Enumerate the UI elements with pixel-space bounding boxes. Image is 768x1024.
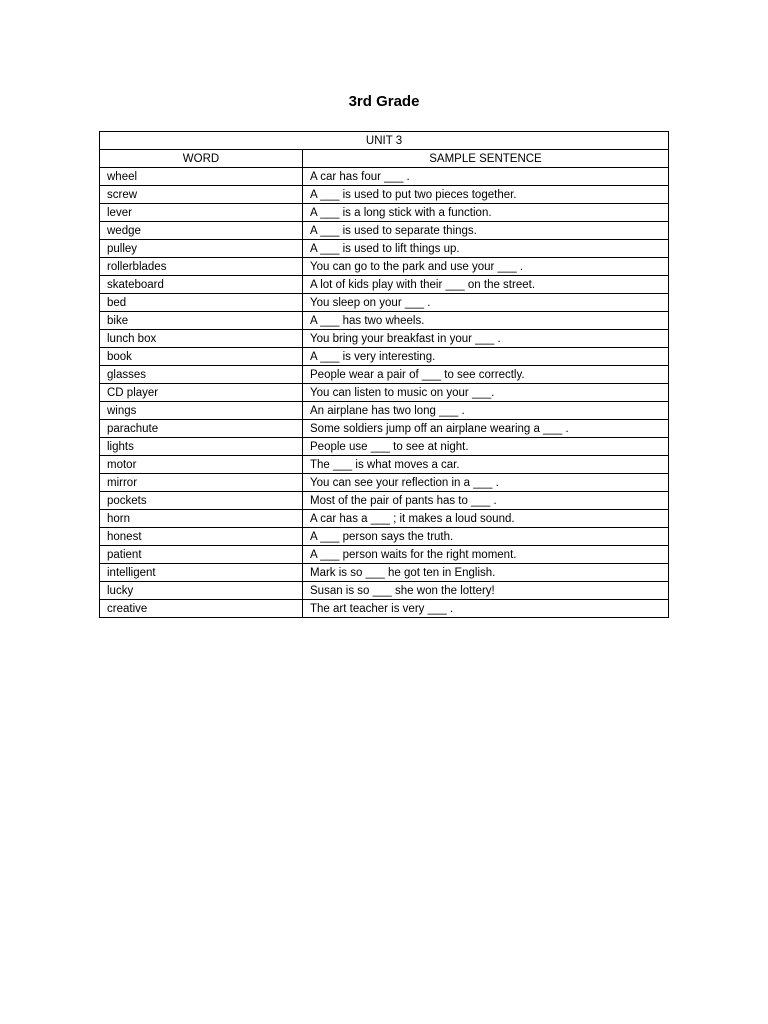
word-cell: CD player [100,384,303,402]
table-row [100,528,669,546]
word-cell: rollerblades [100,258,303,276]
page-title: 3rd Grade [348,93,420,110]
sentence-cell: You bring your breakfast in your ___ . [303,330,669,348]
table-body [100,168,669,618]
sentence-cell: A ___ is used to separate things. [303,222,669,240]
table-row [100,600,669,618]
sentence-cell: Most of the pair of pants has to ___ . [303,492,669,510]
word-cell: wings [100,402,303,420]
word-cell: wheel [100,168,303,186]
sentence-cell: A ___ person says the truth. [303,528,669,546]
sentence-cell: People use ___ to see at night. [303,438,669,456]
table-row [100,168,669,186]
table-row [100,366,669,384]
sentence-cell: A lot of kids play with their ___ on the street. [303,276,669,294]
table-row [100,384,669,402]
table-row [100,330,669,348]
vocabulary-table [99,131,669,618]
word-cell: glasses [100,366,303,384]
word-cell: lights [100,438,303,456]
table-row [100,258,669,276]
table-row [100,492,669,510]
word-cell: lunch box [100,330,303,348]
sentence-cell: A ___ is a long stick with a function. [303,204,669,222]
table-row [100,204,669,222]
word-cell: wedge [100,222,303,240]
word-cell: pockets [100,492,303,510]
table-row [100,420,669,438]
word-cell: parachute [100,420,303,438]
word-cell: bed [100,294,303,312]
table-row [100,294,669,312]
word-cell: motor [100,456,303,474]
sentence-cell: Some soldiers jump off an airplane wearing a ___ . [303,420,669,438]
word-cell: book [100,348,303,366]
table-row [100,276,669,294]
word-cell: horn [100,510,303,528]
sentence-cell: A ___ person waits for the right moment. [303,546,669,564]
word-cell: lucky [100,582,303,600]
sentence-cell: A ___ is used to put two pieces together. [303,186,669,204]
word-cell: honest [100,528,303,546]
sentence-cell: A ___ is very interesting. [303,348,669,366]
table-row [100,222,669,240]
table-row [100,312,669,330]
sentence-cell: People wear a pair of ___ to see correctly. [303,366,669,384]
sentence-cell: A ___ is used to lift things up. [303,240,669,258]
sentence-cell: You can listen to music on your ___. [303,384,669,402]
sentence-cell: An airplane has two long ___ . [303,402,669,420]
word-cell: intelligent [100,564,303,582]
word-cell: skateboard [100,276,303,294]
unit-row [100,132,669,150]
table-row [100,402,669,420]
header-row [100,150,669,168]
sentence-cell: You sleep on your ___ . [303,294,669,312]
sentence-cell: You can go to the park and use your ___ . [303,258,669,276]
table-row [100,564,669,582]
table-row [100,456,669,474]
table-row [100,438,669,456]
sentence-cell: Mark is so ___ he got ten in English. [303,564,669,582]
table-row [100,582,669,600]
table-row [100,474,669,492]
word-column-header: WORD [100,150,303,168]
sentence-column-header: SAMPLE SENTENCE [303,150,669,168]
word-cell: screw [100,186,303,204]
word-cell: mirror [100,474,303,492]
sentence-cell: Susan is so ___ she won the lottery! [303,582,669,600]
word-cell: pulley [100,240,303,258]
word-cell: creative [100,600,303,618]
unit-heading: UNIT 3 [100,132,669,150]
word-cell: patient [100,546,303,564]
word-cell: bike [100,312,303,330]
table-row [100,510,669,528]
word-cell: lever [100,204,303,222]
sentence-cell: You can see your reflection in a ___ . [303,474,669,492]
sentence-cell: The art teacher is very ___ . [303,600,669,618]
table-row [100,546,669,564]
table-row [100,186,669,204]
table-row [100,348,669,366]
sentence-cell: A car has a ___ ; it makes a loud sound. [303,510,669,528]
sentence-cell: A ___ has two wheels. [303,312,669,330]
table-row [100,240,669,258]
sentence-cell: The ___ is what moves a car. [303,456,669,474]
sentence-cell: A car has four ___ . [303,168,669,186]
